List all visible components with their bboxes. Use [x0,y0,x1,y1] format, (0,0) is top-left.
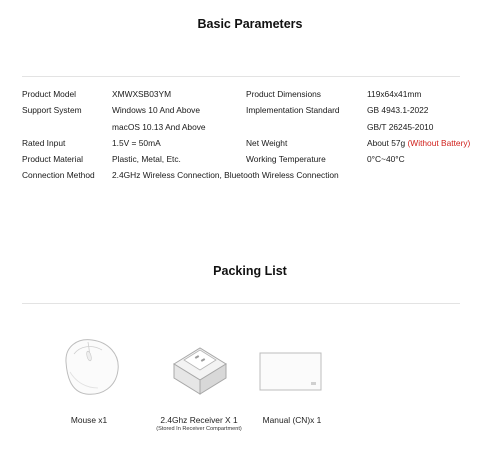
top-divider [22,76,460,77]
spec-value-support-system-2: macOS 10.13 And Above [112,122,206,132]
spec-value-support-system: Windows 10 And Above [112,105,200,115]
spec-value-product-model: XMWXSB03YM [112,89,172,99]
spec-label-product-model: Product Model [22,89,76,99]
packing-list-title: Packing List [213,264,287,278]
spec-label-working-temperature: Working Temperature [246,154,326,164]
manual-icon [258,350,326,394]
spec-value-implementation-standard-2: GB/T 26245-2010 [367,122,434,132]
spec-value-implementation-standard: GB 4943.1-2022 [367,105,429,115]
packing-divider [22,303,460,304]
spec-value-connection-method: 2.4GHz Wireless Connection, Bluetooth Wireless Connection [112,170,339,180]
net-weight-warning: (Without Battery) [407,138,471,148]
spec-label-net-weight: Net Weight [246,138,288,148]
spec-label-connection-method: Connection Method [22,170,95,180]
spec-label-product-material: Product Material [22,154,83,164]
spec-label-support-system: Support System [22,105,82,115]
spec-value-product-dimensions: 119x64x41mm [367,89,422,99]
net-weight-amount: About 57g [367,138,406,148]
spec-value-rated-input: 1.5V = 50mA [112,138,161,148]
spec-value-product-material: Plastic, Metal, Etc. [112,154,181,164]
mouse-icon [52,332,128,402]
usb-receiver-icon [162,334,236,404]
packing-item-mouse-label: Mouse x1 [70,415,108,425]
packing-item-receiver-label: 2.4Ghz Receiver X 1 [160,415,238,425]
spec-label-implementation-standard: Implementation Standard [246,105,340,115]
packing-item-manual-label: Manual (CN)x 1 [262,415,322,425]
spec-value-working-temperature: 0°C~40°C [367,154,405,164]
spec-value-net-weight [367,138,470,149]
spec-label-rated-input: Rated Input [22,138,66,148]
spec-label-product-dimensions: Product Dimensions [246,89,321,99]
packing-item-receiver-note: (Stored In Receiver Compartment) [156,426,242,432]
basic-parameters-title: Basic Parameters [197,17,303,31]
